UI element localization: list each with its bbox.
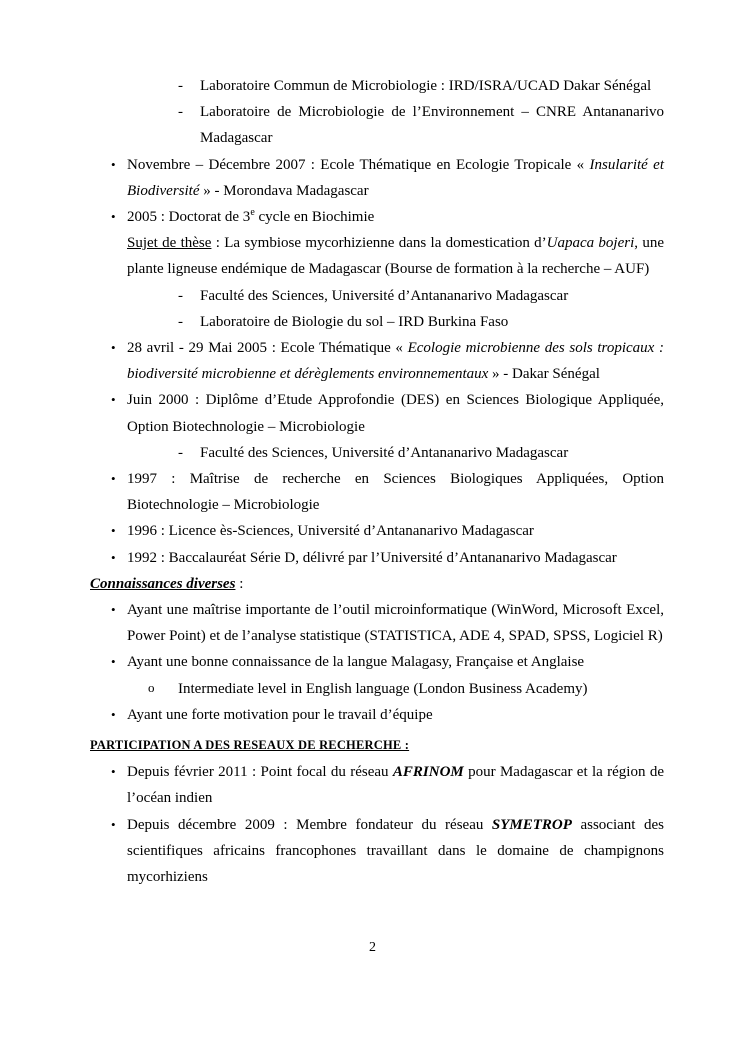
text-segment: Uapaca bojeri [546,235,635,252]
text-segment: Depuis décembre 2009 : Membre fondateur du réseau [127,816,492,833]
dash-marker: - [178,444,183,461]
bullet-marker: • [111,392,116,408]
circle-sub-item-english [90,676,664,702]
text-segment: » - Dakar Sénégal [488,366,600,383]
text-segment: Ecologie microbienne des sols tropicaux : biodiversité microbienne et dérèglements environnementaux [127,340,664,383]
bullet-marker: • [111,764,116,780]
dash-sub-item [90,283,664,309]
bullet-marker: • [111,209,116,225]
text-segment: 2005 : Doctorat de 3 [127,209,251,226]
text-segment: Intermediate level in English language (London Business Academy) [178,680,588,697]
text-segment: SYMETROP [491,816,572,833]
circle-marker: o [148,679,155,695]
bullet-marker: • [111,340,116,356]
text-segment: Laboratoire de Microbiologie de l’Environnement – CNRE Antananarivo Madagascar [200,104,664,147]
education-item-2005-ecole [90,335,664,387]
section-heading-connaissances [90,571,664,597]
text-segment: Juin 2000 : Diplôme d’Etude Approfondie (DES) en Sciences Biologique Appliquée, Option Biotechnologie – Microbiologie [127,392,664,435]
text-segment: e [250,207,255,219]
education-item-2000 [90,387,664,439]
education-item-1996 [90,518,664,544]
text-segment: Laboratoire Commun de Microbiologie : IRD/ISRA/UCAD Dakar Sénégal [200,78,652,94]
text-segment: Novembre – Décembre 2007 : Ecole Thématique en Ecologie Tropicale « [127,156,590,173]
bullet-marker: • [111,706,116,722]
text-segment: Laboratoire de Biologie du sol – IRD Burkina Faso [200,313,509,330]
skill-item-teamwork [90,702,664,728]
text-segment: PARTICIPATION A DES RESEAUX DE RECHERCHE : [90,738,410,753]
bullet-marker: • [111,156,116,172]
text-segment: » - Morondava Madagascar [199,182,369,199]
dash-sub-item [90,440,664,466]
text-segment: 1996 : Licence ès-Sciences, Université d’Antananarivo Madagascar [127,523,534,540]
text-segment: Insularité et Biodiversité [127,156,664,199]
text-segment: : La symbiose mycorhizienne dans la domestication d’ [211,235,547,252]
dash-marker: - [178,78,183,94]
skill-item-software [90,597,664,649]
text-segment: associant des scientifiques africains francophones travaillant dans le domaine de champignons mycorhiziens [127,816,664,886]
network-item-afrinom [90,759,664,811]
text-segment: 28 avril - 29 Mai 2005 : Ecole Thématique « [127,340,408,357]
education-item-1997 [90,466,664,518]
bullet-marker: • [111,549,116,565]
section-heading-participation [90,732,664,758]
dash-sub-item [90,309,664,335]
text-segment: : [235,575,244,592]
bullet-marker: • [111,471,116,487]
text-segment: Sujet de thèse [127,235,212,252]
document-content [90,73,664,890]
dash-marker: - [178,313,183,330]
education-item-2005-doctorat [90,204,664,230]
bullet-marker: • [111,654,116,670]
text-segment: Ayant une maîtrise importante de l’outil microinformatique (WinWord, Microsoft Excel, Power Point) et de l’analyse statistique (STATISTICA, ADE 4, SPAD, SPSS, Logiciel R) [127,602,664,645]
dash-marker: - [178,104,183,121]
text-segment: Ayant une bonne connaissance de la langue Malagasy, Française et Anglaise [127,654,585,671]
bullet-marker: • [111,816,116,832]
dash-sub-item [90,99,664,151]
text-segment: 1992 : Baccalauréat Série D, délivré par l’Université d’Antananarivo Madagascar [127,549,617,566]
text-segment: cycle en Biochimie [254,209,375,226]
text-segment: AFRINOM [392,764,464,781]
education-item-2007 [90,152,664,204]
text-segment: Ayant une forte motivation pour le travail d’équipe [127,706,433,723]
dash-marker: - [178,287,183,304]
page-number: 2 [369,940,376,955]
network-item-symetrop [90,812,664,891]
text-segment: Depuis février 2011 : Point focal du réseau [127,764,393,781]
text-segment: Faculté des Sciences, Université d’Antananarivo Madagascar [200,444,569,461]
text-segment: Faculté des Sciences, Université d’Antananarivo Madagascar [200,287,569,304]
bullet-marker: • [111,602,116,618]
education-item-1992 [90,545,664,571]
bullet-marker: • [111,523,116,539]
text-segment: , une plante ligneuse endémique de Madagascar (Bourse de formation à la recherche – AUF) [127,235,664,278]
text-segment: pour Madagascar et la région de l’océan indien [127,764,664,807]
skill-item-languages [90,649,664,675]
dash-sub-item [90,73,664,99]
text-segment: Connaissances diverses [90,575,236,592]
text-segment: 1997 : Maîtrise de recherche en Sciences Biologiques Appliquées, Option Biotechnologie – Microbiologie [127,471,664,514]
thesis-subject-paragraph [90,230,664,282]
